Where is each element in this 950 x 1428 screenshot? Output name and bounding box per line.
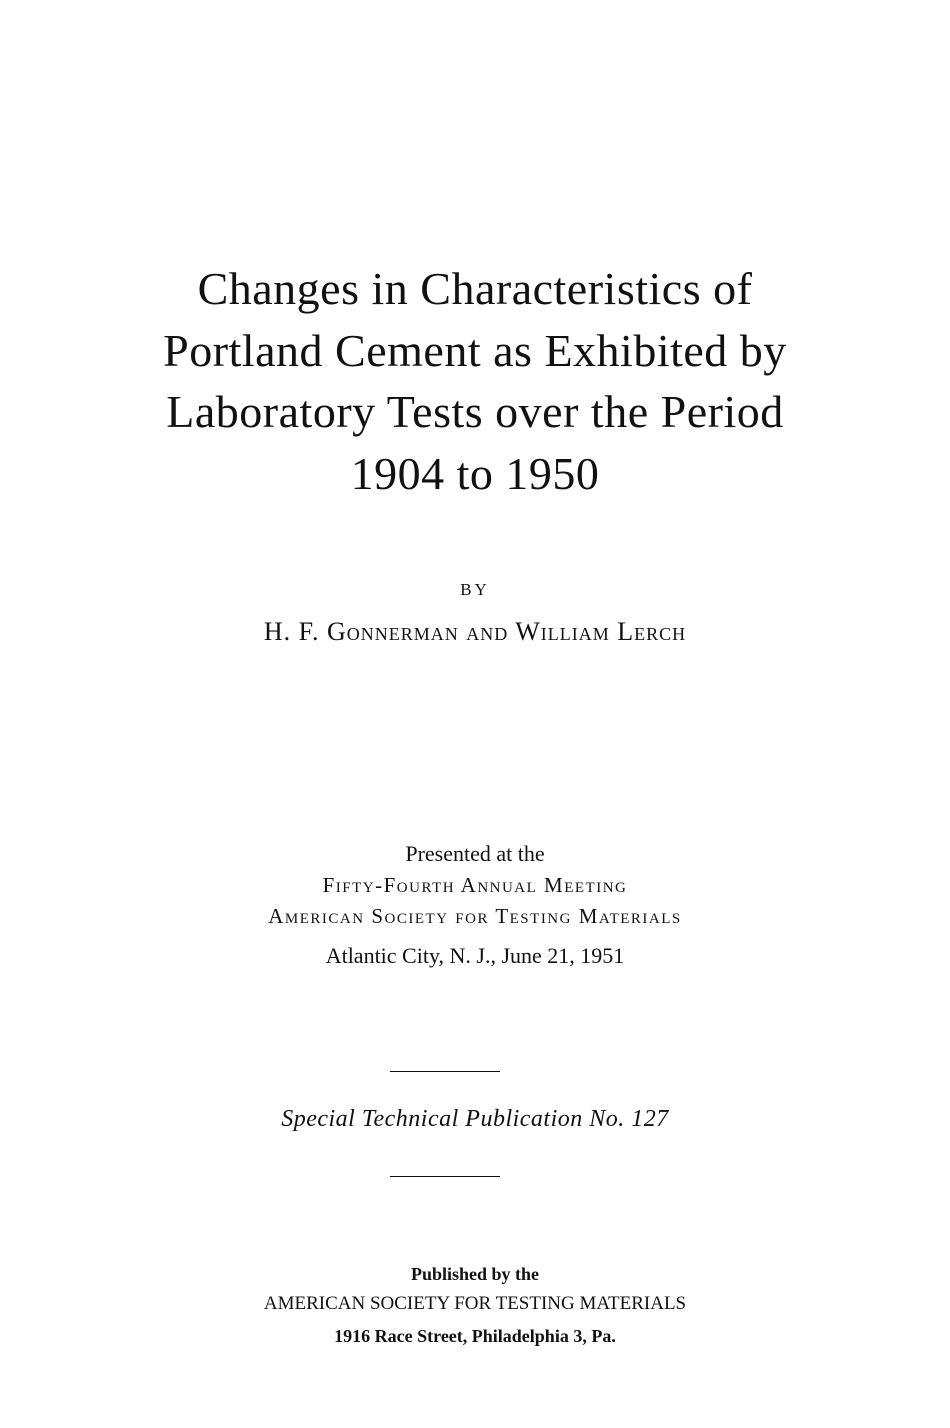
byline-label: BY [460,580,490,599]
society-name: American Society for Testing Materials [268,904,682,928]
divider-bottom [390,1176,500,1177]
publisher-address: 1916 Race Street, Philadelphia 3, Pa. [334,1326,616,1346]
title-line-4: 1904 to 1950 [350,448,600,499]
place-date: Atlantic City, N. J., June 21, 1951 [325,943,625,968]
divider-top [390,1071,500,1072]
series-title: Special Technical Publication No. 127 [281,1106,669,1132]
publisher-intro: Published by the [410,1264,540,1284]
presented-intro: Presented at the [405,841,545,866]
title-line-2: Portland Cement as Exhibited by [163,325,787,376]
authors: H. F. Gonnerman and William Lerch [263,617,687,646]
title-line-1: Changes in Characteristics of [197,263,753,314]
publisher-name: AMERICAN SOCIETY FOR TESTING MATERIALS [263,1293,687,1314]
title-line-3: Laboratory Tests over the Period [166,386,784,437]
meeting-name: Fifty-Fourth Annual Meeting [322,873,628,897]
